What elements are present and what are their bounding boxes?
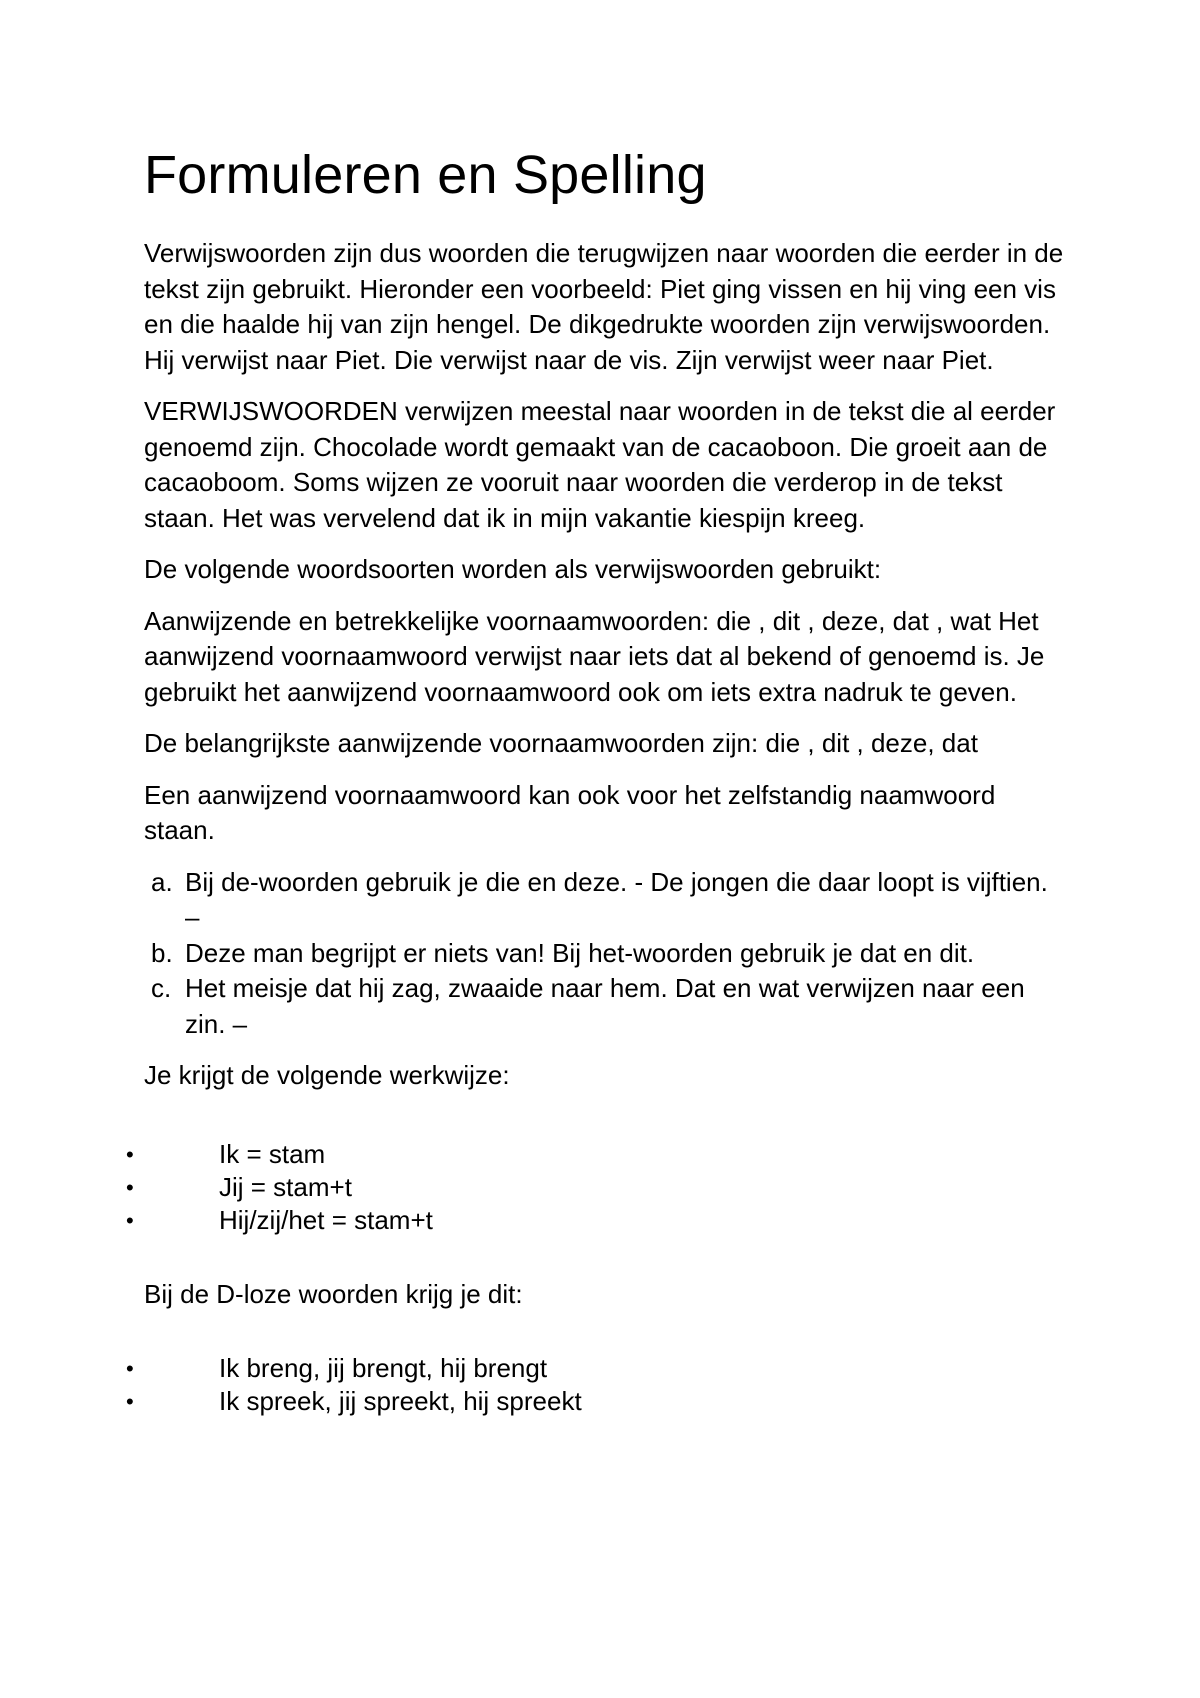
list-item-text: Het meisje dat hij zag, zwaaide naar hem. Dat en wat verwijzen naar een zin. – xyxy=(185,973,1025,1039)
bullet-icon: • xyxy=(126,1174,134,1200)
list-item-text: Jij = stam+t xyxy=(219,1171,352,1202)
paragraph-belangrijkste: De belangrijkste aanwijzende voornaamwoorden zijn: die , dit , deze, dat xyxy=(144,728,978,758)
list-item-text: Ik = stam xyxy=(219,1138,326,1169)
spacer xyxy=(144,1312,1064,1352)
list-item xyxy=(126,1385,1046,1418)
paragraph-verwijswoorden-uitleg: VERWIJSWOORDEN verwijzen meestal naar woorden in de tekst die al eerder genoemd zijn. Chocolade wordt gemaakt van de cacaoboon. Die groeit aan de cacaoboom. Soms wijzen ze vooruit naar woorden die verderop in de tekst staan. Het was vervelend dat ik in mijn vakantie kiespijn kreeg. xyxy=(144,396,1056,533)
paragraph-aanwijzende-voornaamwoorden: Aanwijzende en betrekkelijke voornaamwoorden: die , dit , deze, dat , wat Het aanwijzend voornaamwoord verwijst naar iets dat al bekend of genoemd is. Je gebruikt het aanwijzend voornaamwoord ook om iets extra nadruk te geven. xyxy=(144,605,1045,707)
spacer xyxy=(144,1094,1064,1138)
list-marker: a. xyxy=(151,866,173,897)
list-item-text: Ik breng, jij brengt, hij brengt xyxy=(219,1353,548,1383)
list-item-text: Ik spreek, jij spreekt, hij spreekt xyxy=(219,1386,582,1416)
lettered-list xyxy=(144,865,1064,1043)
list-item xyxy=(126,1171,1046,1204)
list-item xyxy=(126,1138,1046,1171)
list-marker: c. xyxy=(151,973,172,1003)
paragraph-zelfstandig-naamwoord: Een aanwijzend voornaamwoord kan ook voor het zelfstandig naamwoord staan. xyxy=(144,779,996,845)
bullet-icon: • xyxy=(126,1141,134,1167)
bullet-icon: • xyxy=(126,1356,134,1381)
dloze-intro: Bij de D-loze woorden krijg je dit: xyxy=(144,1278,523,1309)
list-item-text: Deze man begrijpt er niets van! Bij het-woorden gebruik je dat en dit. xyxy=(185,937,975,968)
spacer xyxy=(144,1237,1064,1277)
list-item-text: Hij/zij/het = stam+t xyxy=(219,1204,433,1235)
werkwijze-bullet-list xyxy=(126,1138,1046,1237)
list-item xyxy=(126,1352,1046,1385)
bullet-icon: • xyxy=(126,1207,134,1233)
bullet-icon: • xyxy=(126,1389,134,1414)
werkwijze-intro: Je krijgt de volgende werkwijze: xyxy=(144,1060,510,1090)
dloze-bullet-list xyxy=(126,1352,1046,1418)
list-item xyxy=(151,936,1064,972)
paragraph-woordsoorten: De volgende woordsoorten worden als verwijswoorden gebruikt: xyxy=(144,554,882,584)
paragraph-verwijswoorden-intro: Verwijswoorden zijn dus woorden die terugwijzen naar woorden die eerder in de tekst zijn gebruikt. Hieronder een voorbeeld: Piet ging vissen en hij ving een vis en die haalde hij van zijn hengel. De dikgedrukte woorden zijn verwijswoorden. Hij verwijst naar Piet. Die verwijst naar de vis. Zijn verwijst weer naar Piet. xyxy=(144,238,1064,375)
list-item xyxy=(151,865,1064,936)
list-marker: b. xyxy=(151,937,173,968)
list-item xyxy=(151,971,1064,1042)
list-item-text: Bij de-woorden gebruik je die en deze. - De jongen die daar loopt is vijftien. – xyxy=(185,866,1048,932)
list-item xyxy=(126,1204,1046,1237)
document-title: Formuleren en Spelling xyxy=(144,145,707,205)
document-body xyxy=(126,142,1064,1418)
